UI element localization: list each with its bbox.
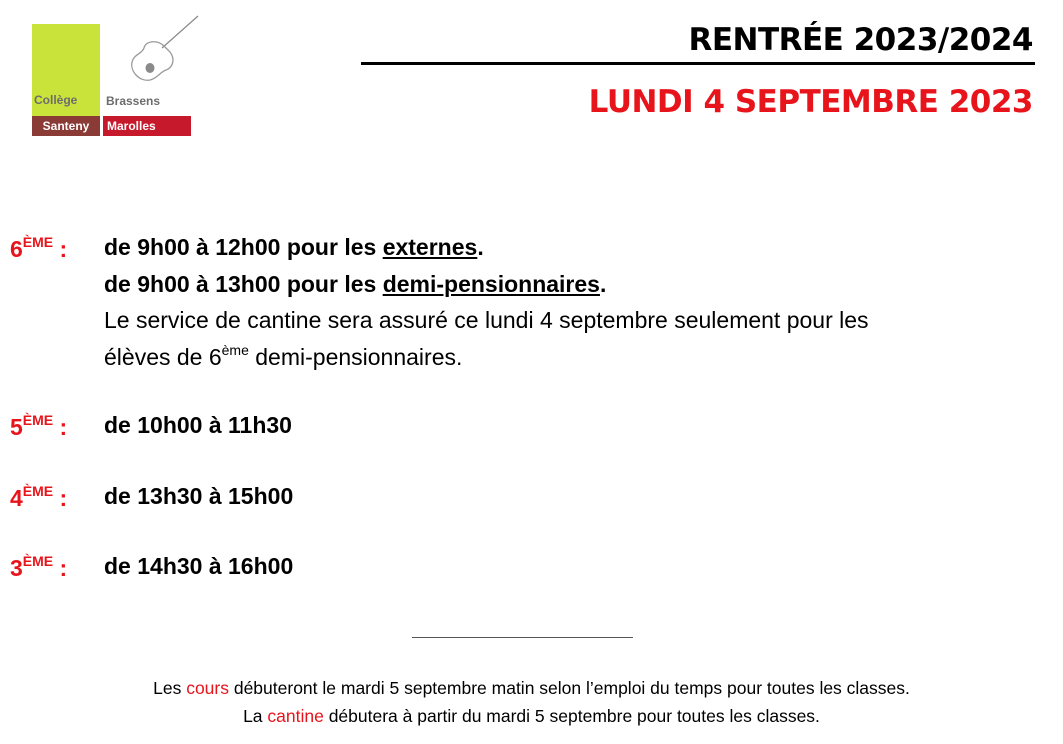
- note-sup: ème: [221, 342, 249, 358]
- cantine-note-line1: Le service de cantine sera assuré ce lundi 4 septembre seulement pour les: [104, 307, 869, 333]
- schedule-3: de 14h30 à 16h00: [104, 553, 294, 579]
- keyword-cours: cours: [186, 678, 229, 698]
- level-suffix: ÈME: [22, 234, 54, 250]
- logo-green-block: [32, 24, 100, 124]
- level-suffix: ÈME: [22, 553, 54, 569]
- level-colon: :: [53, 555, 68, 581]
- page-date: LUNDI 4 SEPTEMBRE 2023: [588, 84, 1033, 120]
- level-number: 4: [10, 485, 23, 511]
- schedule-text: de 9h00 à 12h00 pour les: [104, 234, 383, 260]
- keyword-demi-pensionnaires: demi-pensionnaires: [382, 271, 600, 297]
- logo-text-santeny: Santeny: [32, 116, 100, 136]
- schedule-4: de 13h30 à 15h00: [104, 483, 294, 509]
- note-text: demi-pensionnaires.: [248, 344, 463, 370]
- schedule-punct: .: [477, 234, 484, 260]
- page-title: RENTRÉE 2023/2024: [688, 22, 1033, 58]
- keyword-externes: externes: [382, 234, 478, 260]
- level-label-3: [10, 553, 67, 582]
- logo-text-college: Collège: [34, 93, 78, 107]
- footer-text: débutera à partir du mardi 5 septembre pour toutes les classes.: [323, 706, 820, 726]
- level-suffix: ÈME: [22, 483, 54, 499]
- level-number: 5: [10, 414, 23, 440]
- level-label-6: [10, 234, 67, 263]
- level-number: 6: [10, 236, 23, 262]
- schedule-text: de 9h00 à 13h00 pour les: [104, 271, 383, 297]
- footer-text: La: [243, 706, 268, 726]
- keyword-cantine: cantine: [267, 706, 324, 726]
- schedule-6-demi-pensionnaires: [104, 271, 606, 298]
- footer-line-cours: [0, 678, 1063, 699]
- level-colon: :: [53, 236, 68, 262]
- level-label-4: [10, 483, 67, 512]
- school-logo: [30, 14, 202, 140]
- guitar-icon: [110, 14, 202, 92]
- note-text: élèves de 6: [104, 344, 222, 370]
- level-label-5: [10, 412, 67, 441]
- footer-text: débuteront le mardi 5 septembre matin selon l’emploi du temps pour toutes les classes.: [228, 678, 910, 698]
- level-number: 3: [10, 555, 23, 581]
- schedule-5: de 10h00 à 11h30: [104, 412, 292, 438]
- footer-line-cantine: [0, 706, 1063, 727]
- level-suffix: ÈME: [22, 412, 54, 428]
- schedule-punct: .: [599, 271, 607, 297]
- footer-separator: [412, 637, 633, 638]
- cantine-note-line2: [104, 342, 462, 371]
- level-colon: :: [53, 485, 68, 511]
- level-colon: :: [53, 414, 68, 440]
- title-underline: [361, 62, 1035, 65]
- schedule-6-externes: [104, 234, 484, 261]
- footer-text: Les: [153, 678, 187, 698]
- logo-text-marolles: Marolles: [103, 116, 191, 136]
- logo-text-brassens: Brassens: [106, 94, 161, 108]
